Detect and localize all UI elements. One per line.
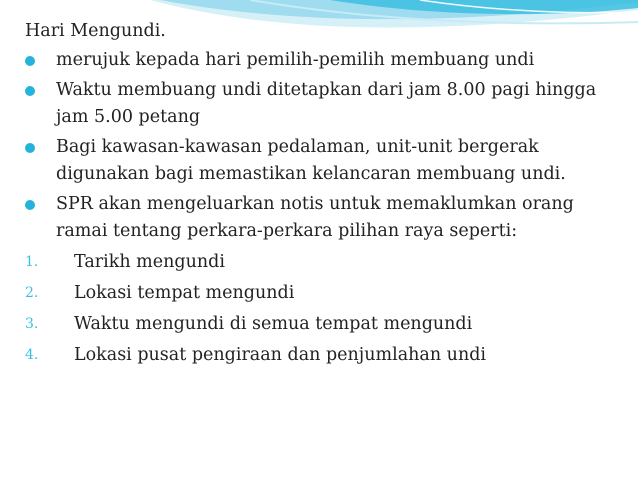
list-item	[25, 342, 625, 369]
list-item	[25, 280, 625, 307]
list-number: 2.	[25, 285, 39, 301]
list-item	[25, 134, 625, 188]
slide-content	[25, 18, 625, 373]
list-item	[25, 77, 625, 131]
bullet-text: SPR akan mengeluarkan notis untuk memaklumkan orang ramai tentang perkara-perkara pilihan raya seperti:	[56, 194, 574, 241]
list-text: Lokasi pusat pengiraan dan penjumlahan undi	[74, 345, 487, 365]
bullet-dot-icon	[25, 200, 35, 210]
bullet-list	[25, 47, 625, 245]
list-number: 3.	[25, 316, 39, 332]
list-item	[25, 47, 625, 74]
slide-heading: Hari Mengundi.	[25, 21, 166, 41]
bullet-dot-icon	[25, 143, 35, 153]
bullet-text: Waktu membuang undi ditetapkan dari jam 8.00 pagi hingga jam 5.00 petang	[56, 80, 597, 127]
list-item	[25, 311, 625, 338]
list-item	[25, 191, 625, 245]
bullet-text: merujuk kepada hari pemilih-pemilih membuang undi	[56, 50, 535, 70]
numbered-list	[25, 249, 625, 369]
list-number: 1.	[25, 254, 39, 270]
list-number: 4.	[25, 347, 39, 363]
list-text: Lokasi tempat mengundi	[74, 283, 295, 303]
bullet-dot-icon	[25, 56, 35, 66]
list-item	[25, 249, 625, 276]
bullet-dot-icon	[25, 86, 35, 96]
bullet-text: Bagi kawasan-kawasan pedalaman, unit-unit bergerak digunakan bagi memastikan kelancaran membuang undi.	[56, 137, 566, 184]
list-text: Tarikh mengundi	[74, 252, 225, 272]
list-text: Waktu mengundi di semua tempat mengundi	[74, 314, 473, 334]
